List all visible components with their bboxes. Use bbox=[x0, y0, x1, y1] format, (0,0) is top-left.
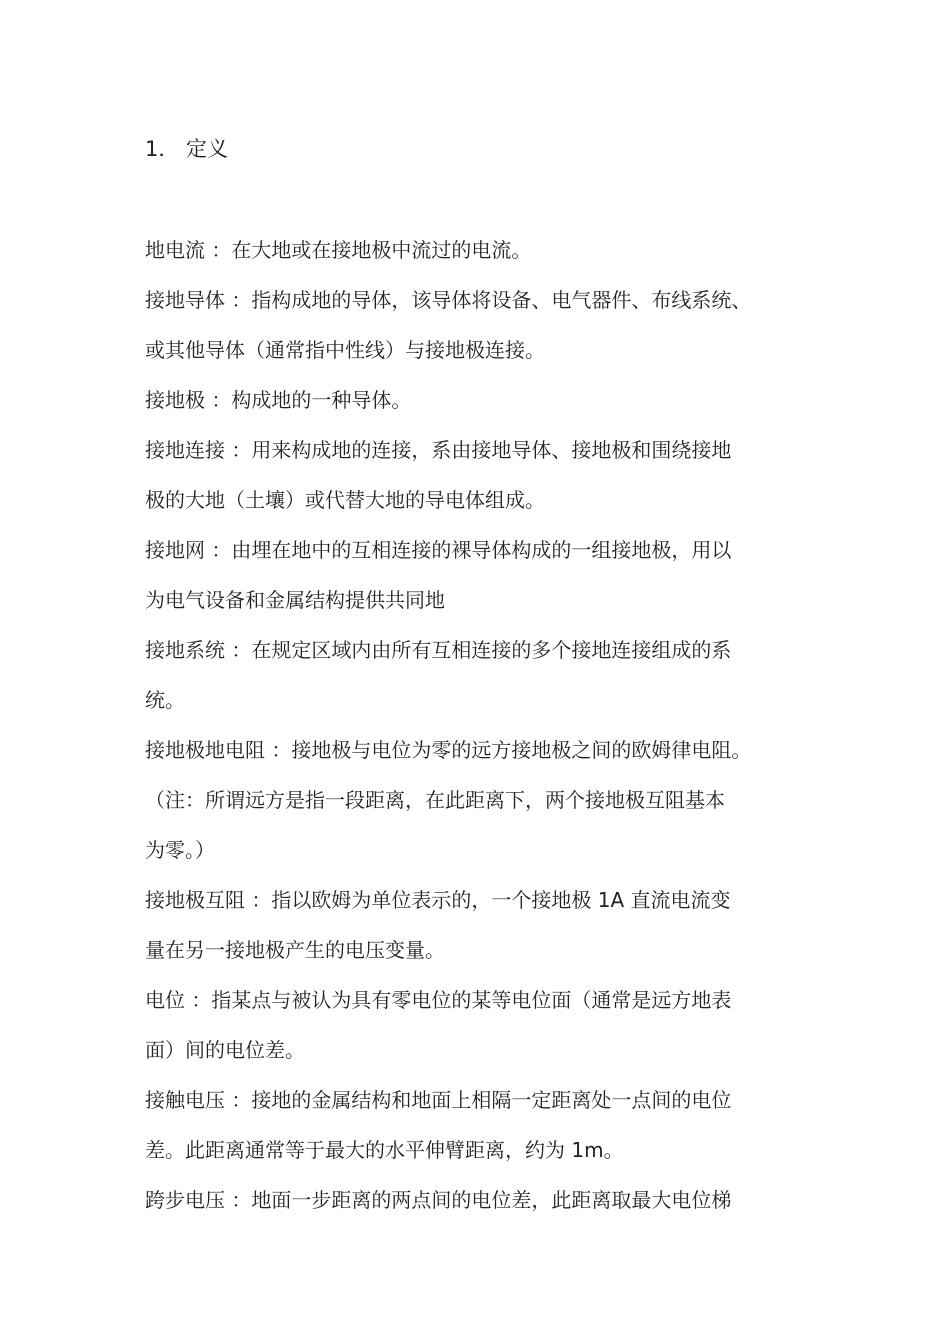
text-line: 量在另一接地极产生的电压变量。 bbox=[145, 938, 445, 962]
definitions-body bbox=[145, 230, 825, 1230]
text-line: 接地系统 ：在规定区域内由所有互相连接的多个接地连接组成的系 bbox=[145, 638, 732, 662]
text-line: 地电流 ：在大地或在接地极中流过的电流。 bbox=[145, 238, 532, 262]
text-line: 电位 ：指某点与被认为具有零电位的某等电位面（通常是远方地表 bbox=[145, 988, 732, 1012]
text-line: 接地导体 ：指构成地的导体，该导体将设备、电气器件、布线系统、 bbox=[145, 288, 752, 312]
text-line: 为零。） bbox=[145, 838, 215, 862]
text-line: 接地连接 ：用来构成地的连接，系由接地导体、接地极和围绕接地 bbox=[145, 438, 732, 462]
text-line: （注：所谓远方是指一段距离，在此距离下，两个接地极互阻基本 bbox=[145, 788, 725, 812]
text-line: 接地极 ：构成地的一种导体。 bbox=[145, 388, 412, 412]
section-title: 1． 定义 bbox=[145, 137, 229, 161]
text-line: 跨步电压 ：地面一步距离的两点间的电位差，此距离取最大电位梯 bbox=[145, 1188, 732, 1212]
text-line: 差。此距离通常等于最大的水平伸臂距离，约为 1m。 bbox=[145, 1138, 624, 1162]
text-line: 接地网 ：由埋在地中的互相连接的裸导体构成的一组接地极，用以 bbox=[145, 538, 732, 562]
text-line: 接地极地电阻 ：接地极与电位为零的远方接地极之间的欧姆律电阻。 bbox=[145, 738, 752, 762]
text-line: 为电气设备和金属结构提供共同地 bbox=[145, 588, 445, 612]
text-line: 面）间的电位差。 bbox=[145, 1038, 305, 1062]
text-line: 接地极互阻 ：指以欧姆为单位表示的，一个接地极 1A 直流电流变 bbox=[145, 888, 731, 912]
text-line: 接触电压 ：接地的金属结构和地面上相隔一定距离处一点间的电位 bbox=[145, 1088, 732, 1112]
text-line: 统。 bbox=[145, 688, 185, 712]
text-line: 极的大地（土壤）或代替大地的导电体组成。 bbox=[145, 488, 545, 512]
text-line: 或其他导体（通常指中性线）与接地极连接。 bbox=[145, 338, 545, 362]
